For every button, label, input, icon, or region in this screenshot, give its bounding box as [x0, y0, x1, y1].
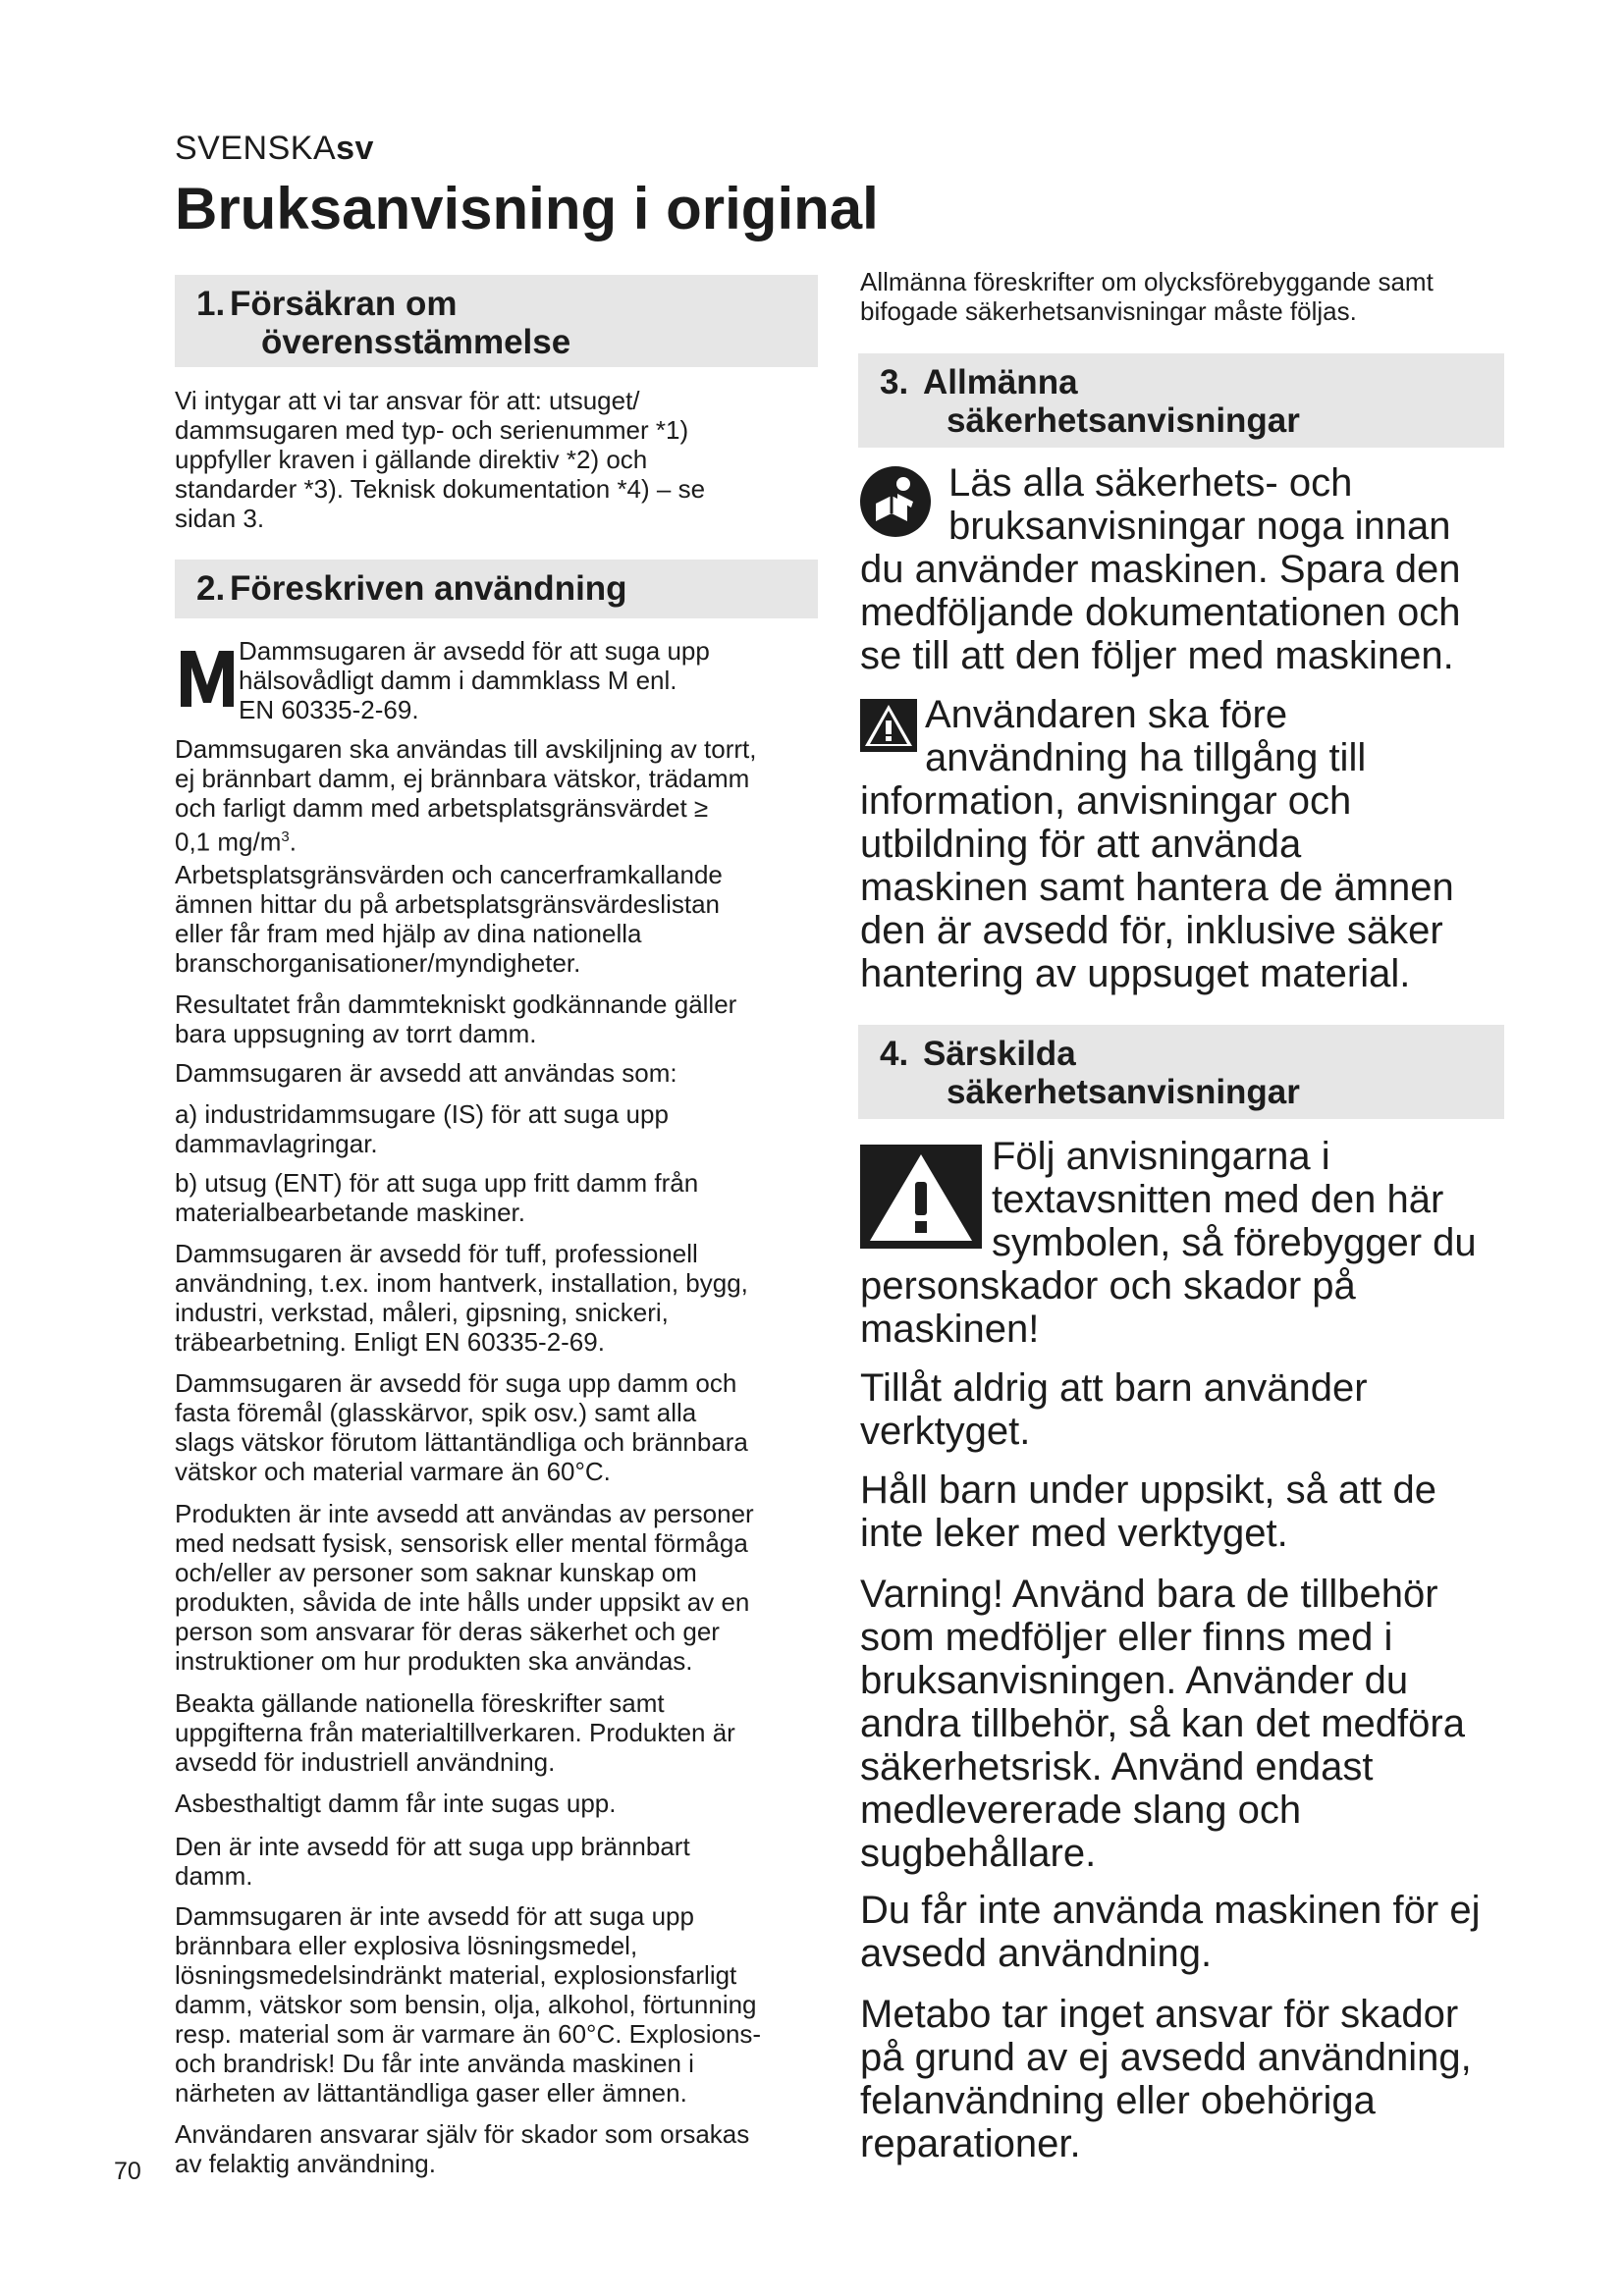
paragraph-dust-solids: Dammsugaren är avsedd för suga upp damm och fasta föremål (glasskärvor, spik osv.) samt alla slags vätskor förutom lättantändliga och brännbara vätskor och material varmare än 60°C.: [175, 1368, 748, 1486]
paragraph-use-as: Dammsugaren är avsedd att användas som:: [175, 1058, 677, 1088]
paragraph-accessories-warning: Varning! Använd bara de tillbehör som medföljer eller finns med i bruksanvisningen. Använder du andra tillbehör, så kan det medföra säkerhetsrisk. Använd endast medlevererade slang och sugbehållare.: [860, 1573, 1465, 1875]
paragraph-use-b: b) utsug (ENT) för att suga upp fritt damm från materialbearbetande maskiner.: [175, 1168, 699, 1227]
paragraph-use-a: a) industridammsugare (IS) för att suga upp dammavlagringar.: [175, 1099, 669, 1158]
intended-use-paragraph: Dammsugaren ska användas till avskiljning av torrt, ej brännbart damm, ej brännbara vätskor, trädamm och farligt damm med arbetsplatsgränsvärdet ≥ 0,1 $mg/m^3$.: [175, 734, 757, 857]
page-number: 70: [114, 2158, 141, 2185]
section-1-heading: 1. Försäkran om överensstämmelse: [175, 275, 818, 367]
user-training-text: Användaren ska före användning ha tillgång till information, anvisningar och utbildning för att använda maskinen samt hantera de ämnen den är avsedd för, inklusive säker hantering av uppsuget material.: [860, 693, 1454, 995]
intro-right-paragraph: Allmänna föreskrifter om olycksförebyggande samt bifogade säkerhetsanvisningar måste följas.: [860, 267, 1434, 326]
section-3-heading: 3. Allmänna säkerhetsanvisningar: [858, 353, 1504, 448]
paragraph-regulations: Beakta gällande nationella föreskrifter samt uppgifterna från materialtillverkaren. Produkten är avsedd för industriell användning.: [175, 1688, 735, 1777]
warning-symbol-text: Följ anvisningarna i textavsnitten med den här symbolen, så förebygger du personskador och skador på maskinen!: [860, 1135, 1477, 1351]
paragraph-metabo-liability: Metabo tar inget ansvar för skador på grund av ej avsedd användning, felanvändning eller obehöriga reparationer.: [860, 1993, 1472, 2165]
read-instructions-text: Läs alla säkerhets- och bruksanvisningar noga innan du använder maskinen. Spara den medföljande dokumentationen och se till att den följer med maskinen.: [860, 461, 1461, 677]
paragraph-professional-use: Dammsugaren är avsedd för tuff, professionell användning, t.ex. inom hantverk, installation, bygg, industri, verkstad, måleri, gipsning, snickeri, träbearbetning. Enligt EN 60335-2-69.: [175, 1239, 748, 1357]
paragraph-explosive: Dammsugaren är inte avsedd för att suga upp brännbara eller explosiva lösningsmedel, lösningsmedelsindränkt material, explosionsfarligt damm, vätskor som bensin, olja, alkohol, förtunning resp. material som är varmare än 60°C. Explosions- och brandrisk! Du får inte använda maskinen i närheten av lättantändliga gaser eller ämnen.: [175, 1901, 762, 2108]
paragraph-approval: Resultatet från dammtekniskt godkännande gäller bara uppsugning av torrt damm.: [175, 989, 737, 1048]
section-2-heading: 2. Föreskriven användning: [175, 560, 818, 618]
paragraph-children-use: Tillåt aldrig att barn använder verktyget.: [860, 1366, 1368, 1453]
page-title: Bruksanvisning i original: [175, 176, 879, 241]
dust-class-m-icon: [177, 648, 238, 709]
paragraph-limit-values: Arbetsplatsgränsvärden och cancerframkallande ämnen hittar du på arbetsplatsgränsvärdeslistan eller får fram med hjälp av dina nationella branschorganisationer/myndigheter.: [175, 860, 723, 978]
language-label: SVENSKAsv: [175, 130, 374, 167]
section-4-heading: 4. Särskilda säkerhetsanvisningar: [858, 1025, 1504, 1119]
section-1-body: Vi intygar att vi tar ansvar för att: utsuget/ dammsugaren med typ- och serienummer *1) uppfyller kraven i gällande direktiv *2) och standarder *3). Teknisk dokumentation *4) – se sidan 3.: [175, 386, 706, 533]
paragraph-flammable-dust: Den är inte avsedd för att suga upp brännbart damm.: [175, 1832, 690, 1891]
dust-class-text: Dammsugaren är avsedd för att suga upp hälsovådligt damm i dammklass M enl. EN 60335-2-69.: [239, 636, 710, 724]
paragraph-intended-use-only: Du får inte använda maskinen för ej avsedd användning.: [860, 1889, 1481, 1975]
paragraph-children-supervise: Håll barn under uppsikt, så att de inte leker med verktyget.: [860, 1468, 1437, 1555]
paragraph-persons: Produkten är inte avsedd att användas av personer med nedsatt fysisk, sensorisk eller mental förmåga och/eller av personer som saknar kunskap om produkten, såvida de inte hålls under uppsikt av en person som ansvarar för deras säkerhet och ger instruktioner om hur produkten ska användas.: [175, 1499, 754, 1676]
paragraph-asbestos: Asbesthaltigt damm får inte sugas upp.: [175, 1789, 617, 1818]
paragraph-liability: Användaren ansvarar själv för skador som orsakas av felaktig användning.: [175, 2119, 750, 2178]
